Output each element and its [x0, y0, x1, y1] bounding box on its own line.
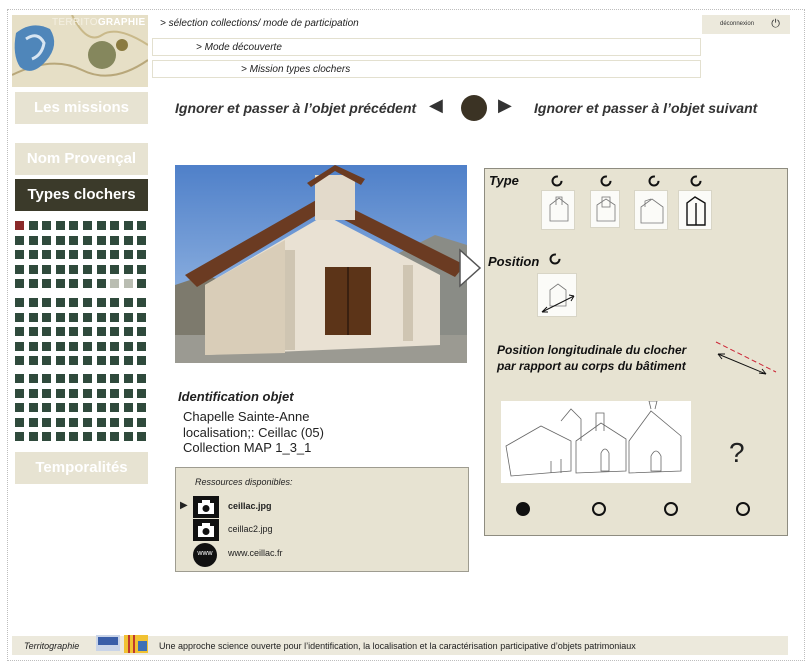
object-cell[interactable]: [124, 250, 133, 259]
object-cell[interactable]: [83, 403, 92, 412]
object-cell[interactable]: [124, 432, 133, 441]
object-cell[interactable]: [97, 250, 106, 259]
current-object-dot: [461, 95, 487, 121]
object-cell[interactable]: [42, 418, 51, 427]
object-cell[interactable]: [42, 313, 51, 322]
object-cell[interactable]: [42, 221, 51, 230]
object-cell[interactable]: [56, 250, 65, 259]
object-cell[interactable]: [110, 265, 119, 274]
object-cell[interactable]: [42, 374, 51, 383]
object-cell[interactable]: [29, 327, 38, 336]
object-cell[interactable]: [97, 313, 106, 322]
resources-title: Ressources disponibles:: [195, 477, 293, 487]
logout-label: déconnexion: [720, 21, 755, 27]
object-cell[interactable]: [69, 298, 78, 307]
object-cell[interactable]: [29, 403, 38, 412]
resource-label[interactable]: ceillac.jpg: [228, 501, 272, 511]
object-cell[interactable]: [137, 389, 146, 398]
object-location: localisation;: Ceillac (05): [183, 425, 324, 440]
object-cell[interactable]: [69, 221, 78, 230]
object-cell[interactable]: [124, 298, 133, 307]
object-cell[interactable]: [15, 279, 24, 288]
object-cell[interactable]: [137, 356, 146, 365]
object-cell[interactable]: [110, 298, 119, 307]
object-cell[interactable]: [83, 356, 92, 365]
object-cell[interactable]: [137, 403, 146, 412]
position-option[interactable]: [537, 273, 577, 317]
object-cell[interactable]: [42, 250, 51, 259]
object-cell[interactable]: [29, 221, 38, 230]
object-cell[interactable]: [137, 327, 146, 336]
object-cell[interactable]: [56, 403, 65, 412]
object-cell[interactable]: [56, 279, 65, 288]
object-cell[interactable]: [29, 279, 38, 288]
resource-label[interactable]: www.ceillac.fr: [228, 548, 283, 558]
next-arrow-icon[interactable]: ▶: [498, 95, 512, 115]
object-cell[interactable]: [69, 432, 78, 441]
object-cell[interactable]: [124, 236, 133, 245]
object-cell[interactable]: [42, 236, 51, 245]
object-cell[interactable]: [29, 250, 38, 259]
object-cell[interactable]: [124, 327, 133, 336]
object-cell[interactable]: [97, 418, 106, 427]
object-cell[interactable]: [137, 279, 146, 288]
object-cell[interactable]: [15, 432, 24, 441]
object-cell[interactable]: [15, 327, 24, 336]
object-cell[interactable]: [29, 236, 38, 245]
object-cell[interactable]: [42, 265, 51, 274]
object-cell[interactable]: [29, 313, 38, 322]
object-cell[interactable]: [137, 313, 146, 322]
longitudinal-position-line-1: Position longitudinale du clocher: [497, 343, 687, 357]
radio-option-3[interactable]: [664, 502, 678, 516]
object-cell[interactable]: [15, 250, 24, 259]
object-cell[interactable]: [110, 342, 119, 351]
object-cell[interactable]: [56, 374, 65, 383]
object-cell[interactable]: [29, 418, 38, 427]
type-option-4[interactable]: [678, 190, 712, 230]
type-option-1[interactable]: [541, 190, 575, 230]
object-cell[interactable]: [15, 374, 24, 383]
logo[interactable]: [12, 15, 148, 87]
object-cell[interactable]: [124, 221, 133, 230]
object-cell[interactable]: [15, 389, 24, 398]
next-object-link[interactable]: Ignorer et passer à l’objet suivant: [534, 100, 758, 116]
object-cell[interactable]: [69, 356, 78, 365]
object-cell[interactable]: [56, 313, 65, 322]
object-cell[interactable]: [110, 356, 119, 365]
object-cell[interactable]: [29, 432, 38, 441]
breadcrumb-mission[interactable]: > Mission types clochers: [152, 60, 701, 78]
object-collection: Collection MAP 1_3_1: [183, 440, 312, 455]
resource-label[interactable]: ceillac2.jpg: [228, 524, 273, 534]
object-cell[interactable]: [83, 265, 92, 274]
object-cell[interactable]: [29, 298, 38, 307]
object-cell[interactable]: [69, 418, 78, 427]
object-cell[interactable]: [29, 265, 38, 274]
type-label: Type: [489, 173, 519, 188]
object-cell[interactable]: [83, 374, 92, 383]
object-cell[interactable]: [137, 418, 146, 427]
object-cell[interactable]: [97, 265, 106, 274]
www-icon: www: [193, 543, 217, 567]
object-cell[interactable]: [83, 342, 92, 351]
object-cell[interactable]: [56, 389, 65, 398]
object-cell[interactable]: [124, 374, 133, 383]
radio-option-4[interactable]: [736, 502, 750, 516]
power-icon: ⏻: [771, 18, 780, 30]
object-cell[interactable]: [97, 221, 106, 230]
object-cell[interactable]: [97, 279, 106, 288]
object-cell[interactable]: [124, 313, 133, 322]
object-cell[interactable]: [56, 356, 65, 365]
object-cell[interactable]: [42, 327, 51, 336]
footer-description: Une approche science ouverte pour l’identification, la localisation et la caractérisation participative d’objets patrimoniaux: [159, 641, 636, 651]
object-cell[interactable]: [83, 221, 92, 230]
object-cell[interactable]: [69, 250, 78, 259]
footer-brand: Territographie: [24, 641, 80, 651]
object-cell[interactable]: [42, 389, 51, 398]
object-cell[interactable]: [15, 221, 24, 230]
footer: [12, 636, 788, 655]
object-cell[interactable]: [56, 221, 65, 230]
longitudinal-position-text: [497, 342, 686, 374]
radio-option-2[interactable]: [592, 502, 606, 516]
camera-icon: [193, 519, 219, 541]
loading-icon: [549, 253, 561, 265]
prev-arrow-icon[interactable]: ◀: [429, 95, 443, 115]
object-cell[interactable]: [69, 327, 78, 336]
object-cell[interactable]: [97, 403, 106, 412]
selected-resource-arrow-icon: ▶: [180, 500, 188, 511]
object-cell[interactable]: [137, 236, 146, 245]
object-cell[interactable]: [69, 389, 78, 398]
object-cell[interactable]: [15, 356, 24, 365]
object-cell[interactable]: [97, 389, 106, 398]
object-cell[interactable]: [110, 389, 119, 398]
longitudinal-arrow-icon: [712, 338, 780, 376]
object-cell[interactable]: [29, 342, 38, 351]
object-cell[interactable]: [97, 342, 106, 351]
object-cell[interactable]: [124, 418, 133, 427]
object-cell[interactable]: [69, 265, 78, 274]
object-cell[interactable]: [124, 342, 133, 351]
object-cell[interactable]: [137, 374, 146, 383]
sidebar-item-types-clochers[interactable]: Types clochers: [15, 179, 148, 211]
object-cell[interactable]: [42, 356, 51, 365]
object-cell[interactable]: [42, 342, 51, 351]
object-cell[interactable]: [137, 298, 146, 307]
object-cell[interactable]: [137, 250, 146, 259]
object-cell[interactable]: [110, 374, 119, 383]
breadcrumb-mode[interactable]: > Mode découverte: [152, 38, 701, 56]
object-cell[interactable]: [56, 327, 65, 336]
object-cell[interactable]: [56, 236, 65, 245]
sidebar-item-nom-provencal[interactable]: Nom Provençal: [15, 143, 148, 175]
object-cell[interactable]: [69, 236, 78, 245]
unknown-option[interactable]: ?: [729, 437, 745, 468]
object-cell[interactable]: [83, 236, 92, 245]
object-cell[interactable]: [42, 298, 51, 307]
logo-title: TERRITOGRAPHIE: [52, 17, 146, 28]
object-cell[interactable]: [110, 313, 119, 322]
object-cell[interactable]: [29, 356, 38, 365]
object-cell[interactable]: [83, 313, 92, 322]
object-photo: [175, 165, 467, 363]
object-cell[interactable]: [110, 250, 119, 259]
radio-option-1[interactable]: [516, 502, 530, 516]
object-cell[interactable]: [56, 298, 65, 307]
object-cell[interactable]: [15, 403, 24, 412]
object-cell[interactable]: [15, 298, 24, 307]
object-name: Chapelle Sainte-Anne: [183, 409, 310, 424]
prev-object-link[interactable]: Ignorer et passer à l’objet précédent: [175, 100, 417, 116]
object-cell[interactable]: [110, 327, 119, 336]
object-cell[interactable]: [124, 389, 133, 398]
loading-icon: [600, 175, 612, 187]
object-cell[interactable]: [110, 403, 119, 412]
object-cell[interactable]: [137, 265, 146, 274]
object-cell[interactable]: [83, 298, 92, 307]
object-cell[interactable]: [124, 279, 133, 288]
object-cell[interactable]: [69, 403, 78, 412]
camera-icon: [193, 496, 219, 518]
object-cell[interactable]: [97, 432, 106, 441]
object-cell[interactable]: [124, 356, 133, 365]
object-cell[interactable]: [15, 342, 24, 351]
object-cell[interactable]: [97, 298, 106, 307]
object-cell[interactable]: [15, 313, 24, 322]
object-cell[interactable]: [69, 313, 78, 322]
object-cell[interactable]: [137, 432, 146, 441]
object-cell[interactable]: [110, 221, 119, 230]
object-cell[interactable]: [124, 403, 133, 412]
partner-logo-map: [96, 633, 120, 655]
object-cell[interactable]: [56, 265, 65, 274]
object-cell[interactable]: [15, 418, 24, 427]
object-cell[interactable]: [110, 432, 119, 441]
object-cell[interactable]: [42, 403, 51, 412]
object-cell[interactable]: [42, 279, 51, 288]
object-cell[interactable]: [56, 432, 65, 441]
type-option-2[interactable]: [590, 190, 620, 228]
object-cell[interactable]: [110, 236, 119, 245]
breadcrumb-collections[interactable]: > sélection collections/ mode de participation: [152, 15, 701, 33]
object-cell[interactable]: [56, 418, 65, 427]
object-cell[interactable]: [83, 279, 92, 288]
object-cell[interactable]: [15, 265, 24, 274]
object-cell[interactable]: [110, 418, 119, 427]
object-cell[interactable]: [29, 374, 38, 383]
object-cell[interactable]: [56, 342, 65, 351]
loading-icon: [648, 175, 660, 187]
object-cell[interactable]: [69, 279, 78, 288]
play-icon[interactable]: [458, 248, 484, 288]
bell-tower-sketches: [501, 401, 691, 483]
object-cell[interactable]: [69, 374, 78, 383]
sidebar-item-missions[interactable]: Les missions: [15, 92, 148, 124]
sidebar-item-temporalites[interactable]: Temporalités: [15, 452, 148, 484]
object-cell[interactable]: [69, 342, 78, 351]
object-cell[interactable]: [97, 236, 106, 245]
longitudinal-position-line-2: par rapport au corps du bâtiment: [497, 359, 686, 373]
object-cell[interactable]: [110, 279, 119, 288]
partner-logo-region: [124, 633, 148, 655]
object-cell[interactable]: [42, 432, 51, 441]
object-cell[interactable]: [83, 389, 92, 398]
type-option-3[interactable]: [634, 190, 668, 230]
object-cell[interactable]: [15, 236, 24, 245]
object-cell[interactable]: [83, 327, 92, 336]
object-cell[interactable]: [29, 389, 38, 398]
loading-icon: [551, 175, 563, 187]
logout-button[interactable]: [702, 15, 790, 34]
object-cell[interactable]: [97, 327, 106, 336]
object-cell[interactable]: [124, 265, 133, 274]
object-cell[interactable]: [83, 432, 92, 441]
object-cell[interactable]: [97, 356, 106, 365]
object-cell[interactable]: [137, 342, 146, 351]
object-cell[interactable]: [97, 374, 106, 383]
object-cell[interactable]: [137, 221, 146, 230]
position-label: Position: [488, 254, 540, 269]
loading-icon: [690, 175, 702, 187]
identification-title: Identification objet: [178, 389, 294, 404]
object-cell[interactable]: [83, 250, 92, 259]
object-cell[interactable]: [83, 418, 92, 427]
